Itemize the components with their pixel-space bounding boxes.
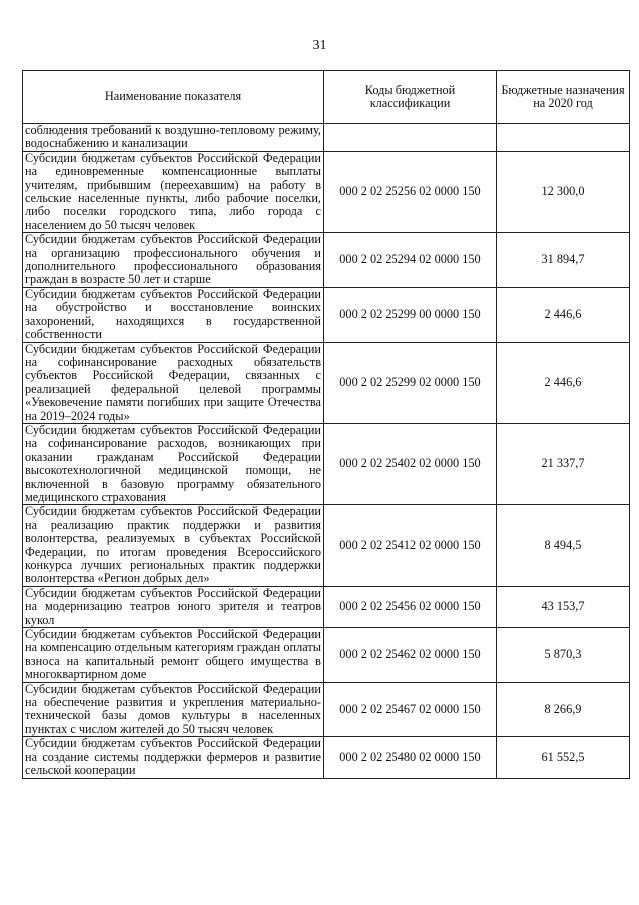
header-amount: Бюджетные назначения на 2020 год — [497, 71, 630, 124]
row-name: Субсидии бюджетам субъектов Российской Федерации на софинансирование расходов, возникающих при оказании гражданам Российской Федерации высокотехнологичной медицинской помощи, не включенной в базовую программу обязательного медицинского страхования — [23, 423, 324, 504]
row-amount: 31 894,7 — [497, 233, 630, 288]
table-row — [23, 737, 630, 778]
table-row — [23, 586, 630, 627]
row-amount: 21 337,7 — [497, 423, 630, 504]
row-name: Субсидии бюджетам субъектов Российской Федерации на создание системы поддержки фермеров и развитие сельской кооперации — [23, 737, 324, 778]
row-code: 000 2 02 25299 02 0000 150 — [324, 342, 497, 423]
table-row — [23, 505, 630, 586]
row-code: 000 2 02 25480 02 0000 150 — [324, 737, 497, 778]
row-amount: 2 446,6 — [497, 342, 630, 423]
row-amount: 43 153,7 — [497, 586, 630, 627]
row-name: Субсидии бюджетам субъектов Российской Федерации на софинансирование расходных обязательств субъектов Российской Федерации, связанных с реализацией федеральной целевой программы «Увековечение памяти погибших при защите Отечества на 2019–2024 годы» — [23, 342, 324, 423]
row-code: 000 2 02 25462 02 0000 150 — [324, 628, 497, 683]
table-row — [23, 342, 630, 423]
header-code: Коды бюджетной классификации — [324, 71, 497, 124]
table-row — [23, 233, 630, 288]
row-name: Субсидии бюджетам субъектов Российской Федерации на обеспечение развития и укрепления материально-технической базы домов культуры в населенных пунктах с числом жителей до 50 тысяч человек — [23, 682, 324, 737]
row-name: Субсидии бюджетам субъектов Российской Федерации на обустройство и восстановление воинских захоронений, находящихся в государственной собственности — [23, 287, 324, 342]
table-row — [23, 287, 630, 342]
row-amount: 61 552,5 — [497, 737, 630, 778]
row-code: 000 2 02 25299 00 0000 150 — [324, 287, 497, 342]
row-amount: 12 300,0 — [497, 151, 630, 232]
row-code: 000 2 02 25456 02 0000 150 — [324, 586, 497, 627]
row-amount: 8 494,5 — [497, 505, 630, 586]
table-row — [23, 423, 630, 504]
row-code: 000 2 02 25467 02 0000 150 — [324, 682, 497, 737]
row-name: Субсидии бюджетам субъектов Российской Федерации на реализацию практик поддержки и развития волонтерства, реализуемых в субъектах Российской Федерации, по итогам проведения Всероссийского конкурса лучших региональных практик поддержки волонтерства «Регион добрых дел» — [23, 505, 324, 586]
row-amount: 2 446,6 — [497, 287, 630, 342]
table-row — [23, 151, 630, 232]
table-row — [23, 124, 630, 152]
row-name: Субсидии бюджетам субъектов Российской Федерации на компенсацию отдельным категориям граждан оплаты взноса на капитальный ремонт общего имущества в многоквартирном доме — [23, 628, 324, 683]
row-name: Субсидии бюджетам субъектов Российской Федерации на единовременные компенсационные выплаты учителям, прибывшим (переехавшим) на работу в сельские населенные пункты, либо рабочие поселки, либо поселки городского типа, либо города с населением до 50 тысяч человек — [23, 151, 324, 232]
page-number: 31 — [312, 38, 327, 53]
header-name: Наименование показателя — [23, 71, 324, 124]
row-amount: 5 870,3 — [497, 628, 630, 683]
row-code — [324, 124, 497, 152]
row-amount — [497, 124, 630, 152]
row-name: Субсидии бюджетам субъектов Российской Федерации на модернизацию театров юного зрителя и театров кукол — [23, 586, 324, 627]
row-name: Субсидии бюджетам субъектов Российской Федерации на организацию профессионального обучения и дополнительного профессионального образования граждан в возрасте 50 лет и старше — [23, 233, 324, 288]
table-header-row — [23, 71, 630, 124]
row-code: 000 2 02 25256 02 0000 150 — [324, 151, 497, 232]
row-code: 000 2 02 25294 02 0000 150 — [324, 233, 497, 288]
row-amount: 8 266,9 — [497, 682, 630, 737]
table-row — [23, 682, 630, 737]
row-name: соблюдения требований к воздушно-тепловому режиму, водоснабжению и канализации — [23, 124, 324, 152]
budget-table — [22, 70, 630, 779]
row-code: 000 2 02 25402 02 0000 150 — [324, 423, 497, 504]
row-code: 000 2 02 25412 02 0000 150 — [324, 505, 497, 586]
table-row — [23, 628, 630, 683]
